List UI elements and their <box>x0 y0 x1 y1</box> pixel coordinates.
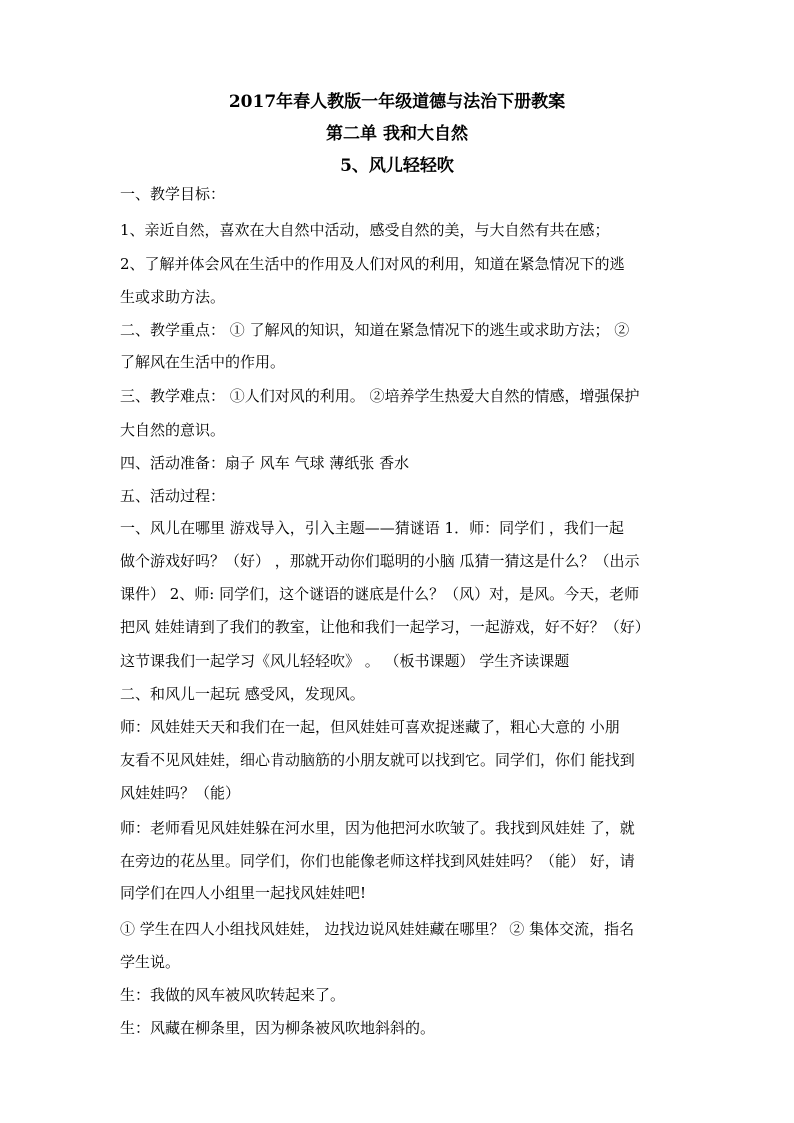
text-line: 把风 娃娃请到了我们的教室，让他和我们一起学习，一起游戏，好不好？（好） <box>120 618 650 636</box>
text-line: 这节课我们一起学习《风儿轻轻吹》 。 （板书课题） 学生齐读课题 <box>120 652 570 670</box>
text-line: 生：我做的风车被风吹转起来了。 <box>120 986 346 1004</box>
text-line: 友看不见风娃娃，细心肯动脑筋的小朋友就可以找到它。同学们，你们 能找到 <box>120 751 635 769</box>
text-line: 了解风在生活中的作用。 <box>120 353 286 371</box>
text-line: 风娃娃吗？（能） <box>120 784 241 802</box>
text-line: 师：风娃娃天天和我们在一起，但风娃娃可喜欢捉迷藏了，粗心大意的 小朋 <box>120 718 620 736</box>
text-line: 生或求助方法。 <box>120 288 226 306</box>
text-line: 课件） 2、师: 同学们，这个谜语的谜底是什么？（风）对，是风。今天，老师 <box>120 585 640 603</box>
text-line: 2、了解并体会风在生活中的作用及人们对风的利用，知道在紧急情况下的逃 <box>120 255 625 273</box>
section-heading-teaching-goals: 一、教学目标： <box>120 185 226 203</box>
unit-heading: 第二单 我和大自然 <box>326 124 468 144</box>
section-heading-difficulties: 三、教学难点： ①人们对风的利用。 ②培养学生热爱大自然的情感，增强保护 <box>120 387 640 405</box>
text-line: 同学们在四人小组里一起找风娃娃吧! <box>120 884 367 902</box>
text-line: 1、亲近自然，喜欢在大自然中活动，感受自然的美，与大自然有共在感； <box>120 221 610 239</box>
text-line: ① 学生在四人小组找风娃娃， 边找边说风娃娃藏在哪里？ ② 集体交流，指名 <box>120 920 635 938</box>
section-heading-key-points: 二、教学重点： ① 了解风的知识，知道在紧急情况下的逃生或求助方法； ② <box>120 321 630 339</box>
document-title: 2017年春人教版一年级道德与法治下册教案 <box>228 92 566 112</box>
text-line: 大自然的意识。 <box>120 421 226 439</box>
text-line: 做个游戏好吗？（好） ，那就开动你们聪明的小脑 瓜猜一猜这是什么？（出示 <box>120 552 640 570</box>
lesson-heading: 5、风儿轻轻吹 <box>340 156 454 176</box>
text-line: 师：老师看见风娃娃躲在河水里，因为他把河水吹皱了。我找到风娃娃 了，就 <box>120 819 635 837</box>
text-line: 学生说。 <box>120 953 181 971</box>
section-heading-preparation: 四、活动准备：扇子 风车 气球 薄纸张 香水 <box>120 454 410 472</box>
subsection-heading: 二、和风儿一起玩 感受风，发现风。 <box>120 685 365 703</box>
text-line: 一、风儿在哪里 游戏导入，引入主题——猜谜语 1．师：同学们 ，我们一起 <box>120 519 624 537</box>
text-line: 生：风藏在柳条里，因为柳条被风吹地斜斜的。 <box>120 1019 436 1037</box>
text-line: 在旁边的花丛里。同学们，你们也能像老师这样找到风娃娃吗？（能） 好，请 <box>120 852 635 870</box>
section-heading-process: 五、活动过程： <box>120 487 226 505</box>
